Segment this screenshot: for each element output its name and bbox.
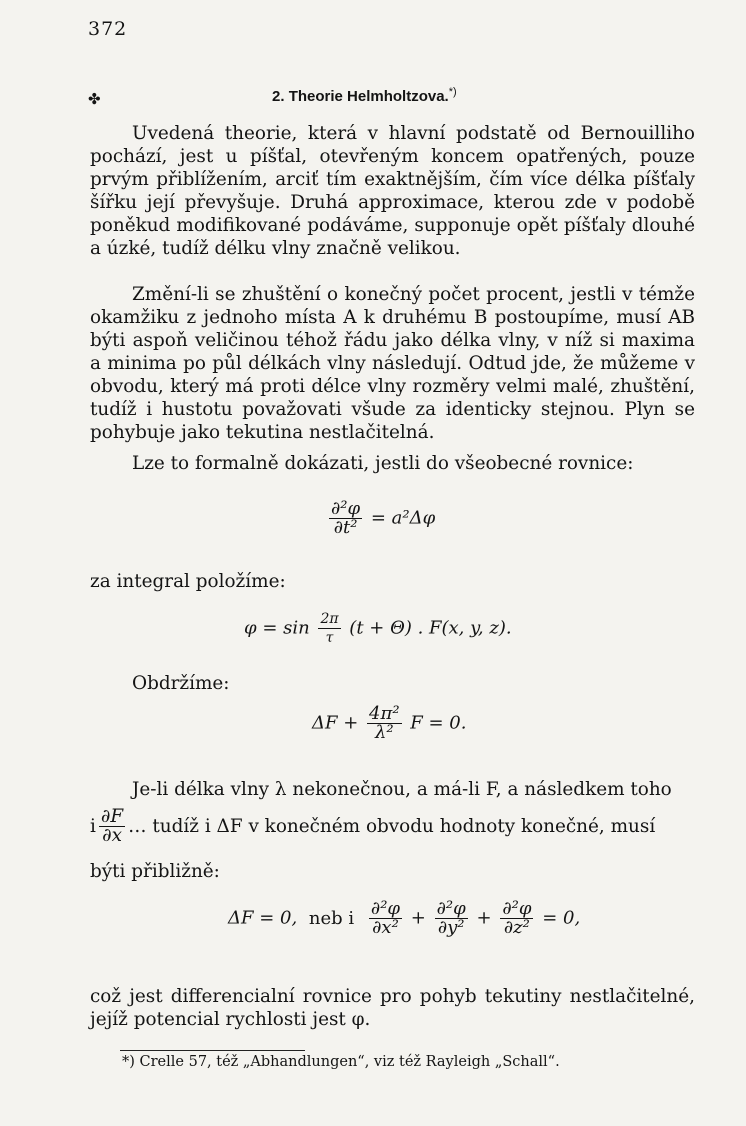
section-title: Theorie Helmholtzova. xyxy=(288,88,449,105)
paragraph-6b: i $\frac{\partial F}{\partial x}$ … tudíž i ΔF v konečném obvodu hodnoty konečné, musí xyxy=(90,806,656,846)
paragraph-2: Změní-li se zhuštění o konečný počet procent, jestli v témže okamžiku z jednoho místa A k druhému B postoupíme, musí AB býti aspoň veličinou téhož řádu jako délka vlny, v níž si maxima a minima po půl délkách vlny následují. Odtud jde, že můžeme v obvodu, který má proti délce vlny rozměry velmi malé, zhuštění, tudíž i hustotu považovati všude za identicky stejnou. Plyn se pohybuje jako tekutina nestlačitelná. xyxy=(90,284,695,443)
paragraph-1: Uvedená theorie, která v hlavní podstatě od Bernouilliho pochází, jest u píšťal, otevřeným koncem opatřených, pouze prvým přiblížením, arciť tím exaktnějším, čím více délka píšťaly šířku její převyšuje. Druhá approximace, kterou zde v podobě poněkud modifikované podáváme, supponuje opět píšťaly dlouhé a úzké, tudíž délku vlny značně velikou. xyxy=(90,123,695,259)
equation-wave xyxy=(326,500,435,537)
eq4-fraction-z: $\frac{\text{∂²φ}}{\text{∂z²}}$ xyxy=(502,898,532,938)
equation-helmholtz: ΔF + $\frac{\text{4π²}}{\text{λ²}}$ F = 0. xyxy=(312,703,467,743)
footnote: *) Crelle 57, též „Abhandlungen“, viz též Rayleigh „Schall“. xyxy=(122,1054,560,1070)
dFdx-fraction: $\frac{\partial F}{\partial x}$ xyxy=(100,806,124,846)
paragraph-6c: býti přibližně: xyxy=(90,861,220,882)
paragraph-3: Lze to formalně dokázati, jestli do všeobecné rovnice: xyxy=(132,453,634,474)
eq1-fraction: $\frac{\text{∂²φ}}{\text{∂t²}}$ xyxy=(331,498,361,538)
page-number: 372 xyxy=(88,18,128,40)
section-footnote-ref: *) xyxy=(448,86,457,98)
eq4-fraction-y: $\frac{\text{∂²φ}}{\text{∂y²}}$ xyxy=(436,898,466,938)
footnote-divider xyxy=(120,1050,305,1051)
eq4-fraction-x: $\frac{\text{∂²φ}}{\text{∂x²}}$ xyxy=(370,898,401,938)
paragraph-7: což jest differencialní rovnice pro pohyb tekutiny nestlačitelné, jejíž potencial rychlosti jest φ. xyxy=(90,986,695,1030)
eq3-fraction: $\frac{\text{4π²}}{\text{λ²}}$ xyxy=(369,703,400,743)
equation-laplace: ΔF = 0, neb i $\frac{\text{∂²φ}}{\text{∂x²}}$ + $\frac{\text{∂²φ}}{\text{∂y²}}$ + $\frac{\text{∂²φ}}{\text{∂z²}}$ = 0, xyxy=(228,898,581,938)
section-heading xyxy=(272,86,457,105)
paragraph-6a: Je-li délka vlny λ nekonečnou, a má-li F, a následkem toho xyxy=(132,779,672,800)
eq2-fraction: $\frac{2\pi}{\tau}$ xyxy=(320,611,339,646)
equation-integral: φ = sin $\frac{2\pi}{\tau}$ (t + Θ) . F(x, y, z). xyxy=(244,611,512,646)
ornament-icon: ✤ xyxy=(88,90,101,108)
eq1-rhs: = a²Δφ xyxy=(370,507,436,529)
section-number: 2. xyxy=(272,88,285,105)
paragraph-5: Obdržíme: xyxy=(132,673,230,694)
paragraph-4: za integral položíme: xyxy=(90,571,286,592)
